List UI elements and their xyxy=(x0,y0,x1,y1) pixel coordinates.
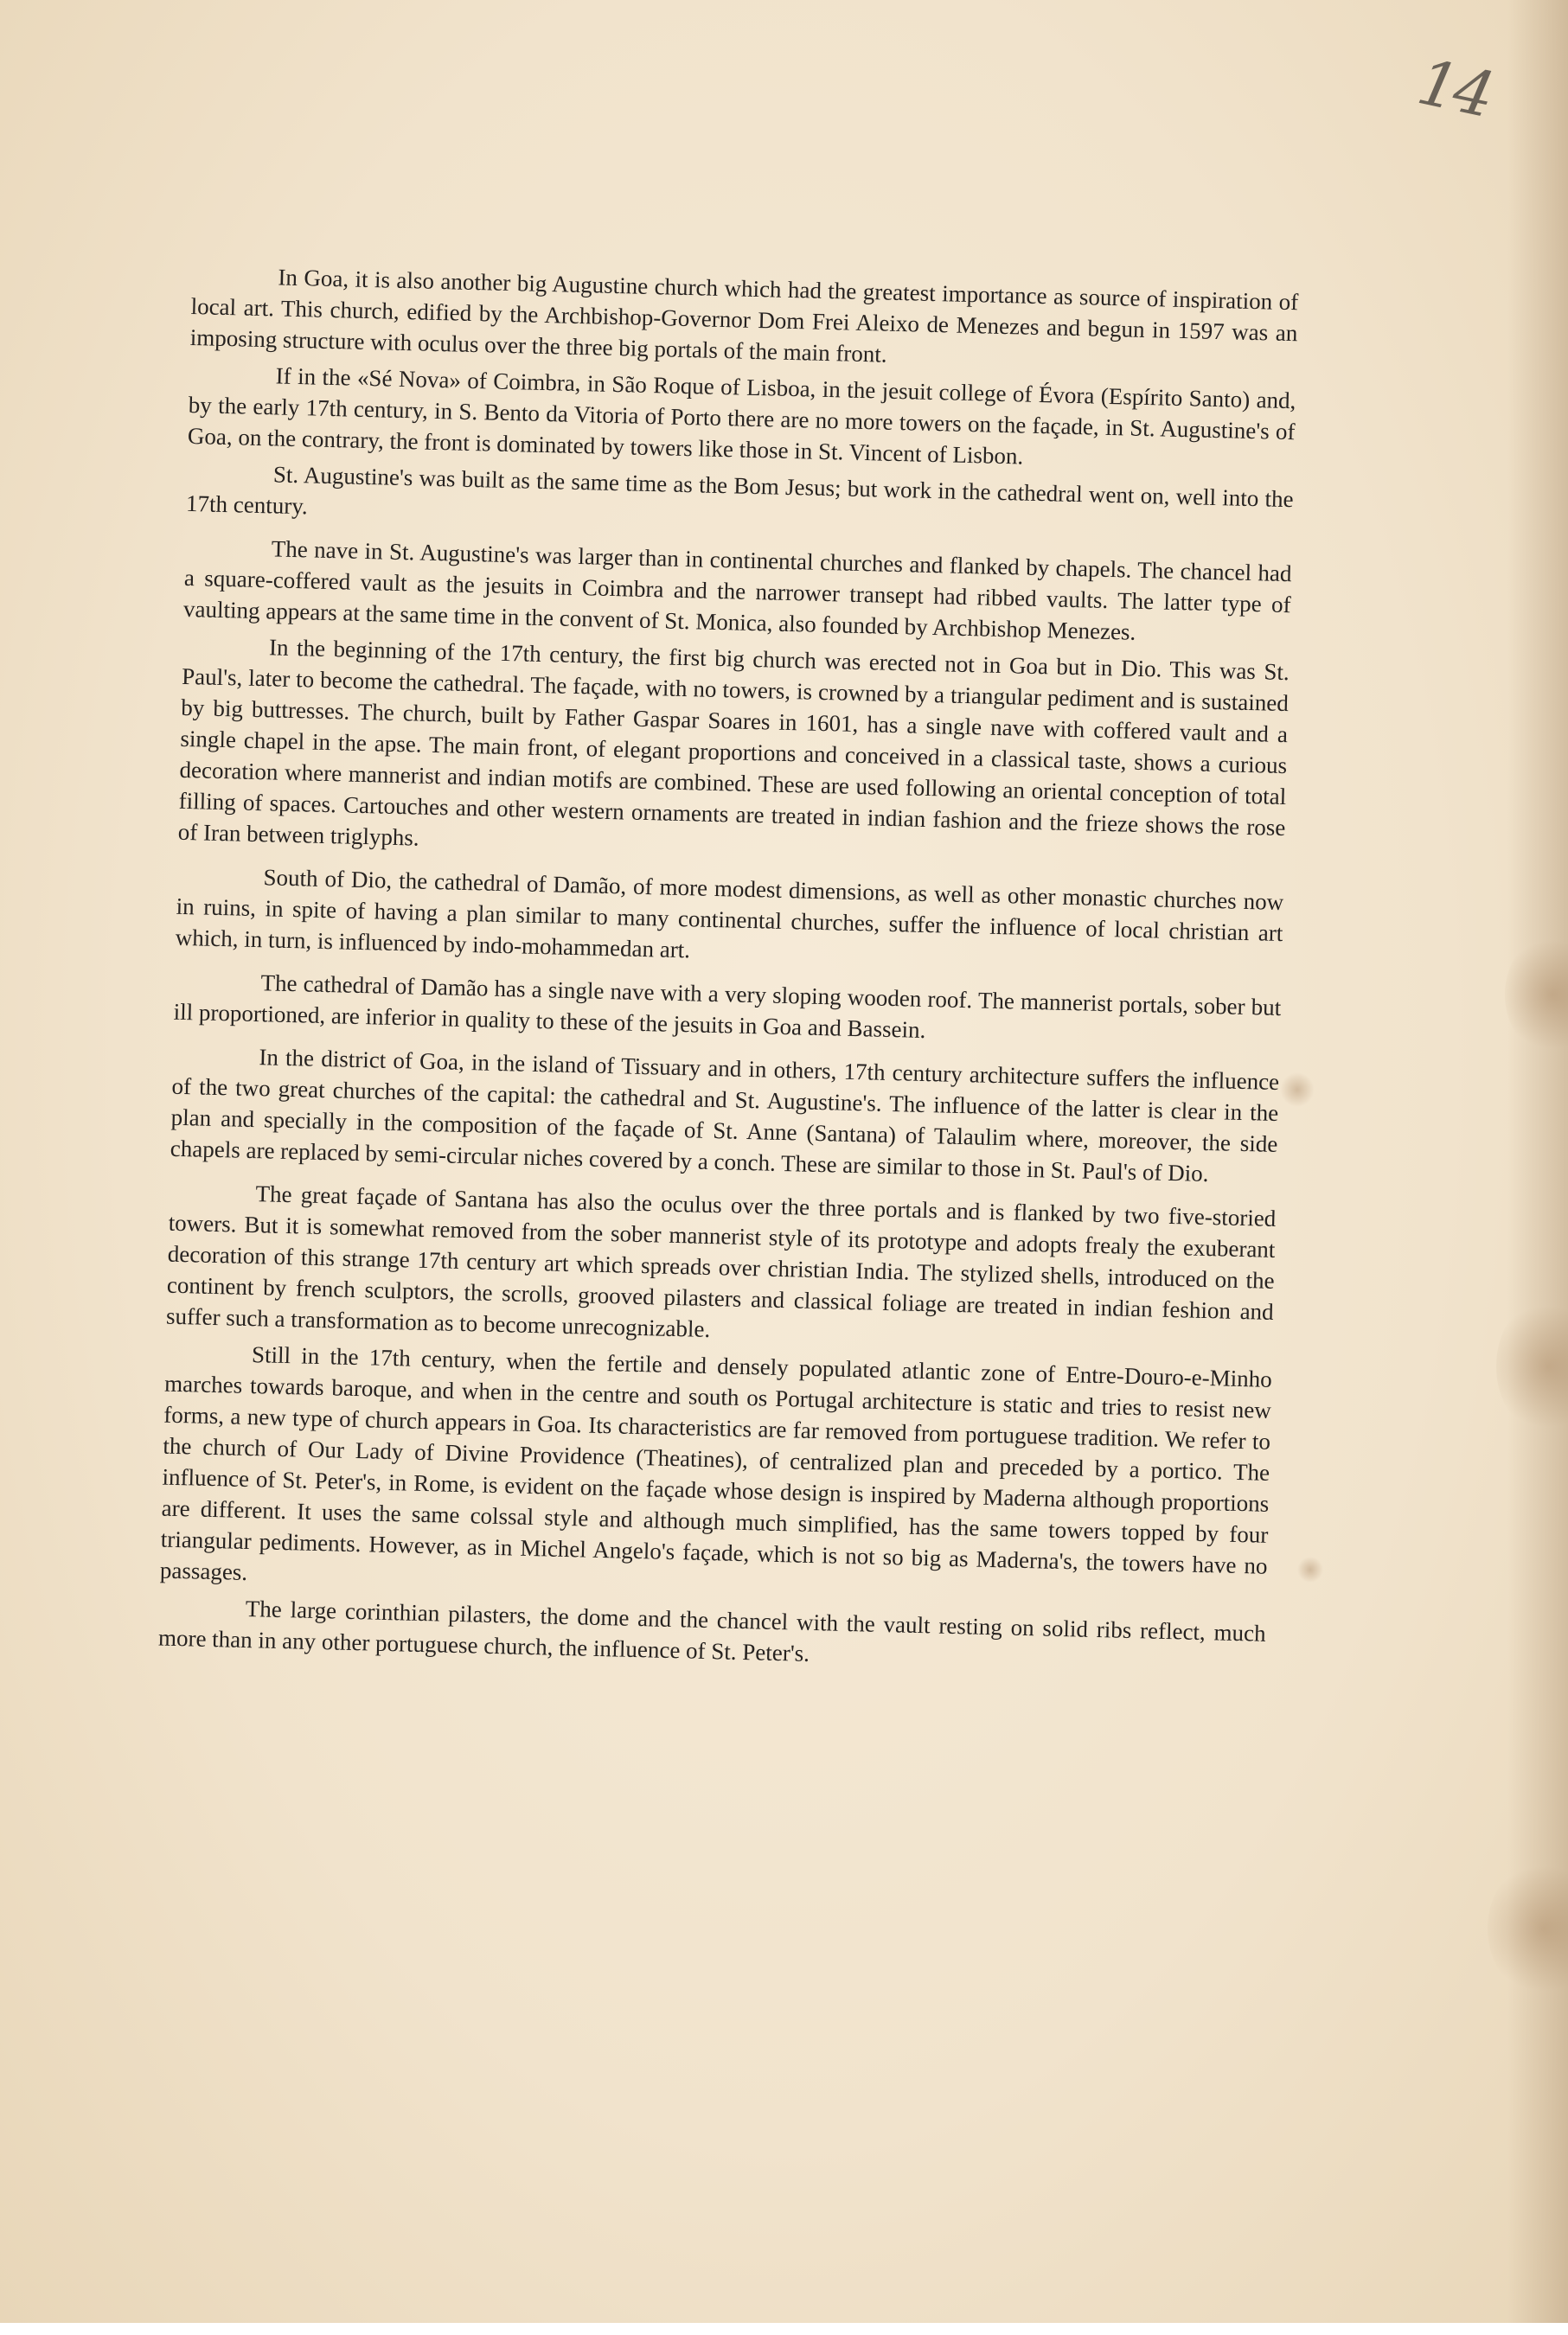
article-body xyxy=(157,259,1298,1686)
stain-mark xyxy=(1488,1859,1568,1998)
paragraph: The cathedral of Damão has a single nave with a very sloping wooden roof. The mannerist portals, sober but ill proportioned, are inferior in quality to these of the jesuits in Goa and Bassein. xyxy=(173,969,1282,1043)
stain-mark xyxy=(1297,1557,1323,1583)
stain-mark xyxy=(1280,1072,1315,1107)
paragraph: The large corinthian pilasters, the dome and the chancel with the vault resting on solid ribs reflect, much more than in any other portuguese church, the influence of St. Peter's. xyxy=(157,1595,1266,1666)
paragraph: In Goa, it is also another big Augustine church which had the greatest importance as source of inspiration of local art. This church, edified by the Archbishop-Governor Dom Frei Aleixo de Menezes and begun in 1597 was an imposing structure with oculus over the three big portals of the main front. xyxy=(189,264,1299,368)
scan-bottom-border xyxy=(0,2323,1568,2335)
paragraph: The nave in St. Augustine's was larger than in continental churches and flanked by chapels. The chancel had a square-coffered vault as the jesuits in Coimbra and the narrower transept had ribbed vaults. The latter type of vaulting appears at the same time in the convent of St. Monica, also founded by Archbishop Menezes. xyxy=(182,535,1292,645)
page-number: 14 xyxy=(1411,45,1498,131)
paragraph: St. Augustine's was built as the same time as the Bom Jesus; but work in the cathedral went on, well into the 17th century. xyxy=(185,461,1294,520)
paragraph: In the district of Goa, in the island of Tissuary and in others, 17th century architecture suffers the influence of the two great churches of the capital: the cathedral and St. Augustine's. The influence of the latter is clear in the plan and specially in the composition of the façade of St. Anne (Santana) of Talaulim where, moreover, the side chapels are replaced by semi-circular niches covered by a conch. These are similar to those in St. Paul's of Dio. xyxy=(170,1044,1280,1187)
paragraph: In the beginning of the 17th century, the first big church was erected not in Goa but in Dio. This was St. Paul's, later to become the cathedral. The façade, with no towers, is crowned by a triangular pediment and is sustained by big buttresses. The church, built by Father Gaspar Soares in 1601, has a single nave with coffered vault and a single chapel in the apse. The main front, of elegant proportions and conceived in a classical taste, shows a curious decoration where mannerist and indian motifs are combined. These are used following an oriental conception of total filling of spaces. Cartouches and other western ornaments are treated in indian fashion and the frieze shows the rose of Iran between triglyphs. xyxy=(177,634,1290,851)
paragraph: The great façade of Santana has also the oculus over the three portals and is flanked by two five-storied towers. But it is somewhat removed from the sober mannerist style of its prototype and adopts frealy the exuberant decoration of this strange 17th century art which spreads over christian India. The stylized shells, introduced on the continent by french sculptors, the scrolls, grooved pilasters and classical foliage are treated in indian feshion and suffer such a transformation as to become unrecognizable. xyxy=(165,1180,1277,1343)
paragraph: South of Dio, the cathedral of Damão, of more modest dimensions, as well as other monastic churches now in ruins, in spite of having a plan similar to many continental churches, suffer the influence of local christian art which, in turn, is influenced by indo-mohammedan art. xyxy=(175,864,1284,963)
paragraph: If in the «Sé Nova» of Coimbra, in São Roque of Lisboa, in the jesuit college of Évora (Espírito Santo) and, by the early 17th century, in S. Bento da Vitoria of Porto there are no more towers on the façade, in St. Augustine's of Goa, on the contrary, the front is dominated by towers like those in St. Vincent of Lisbon. xyxy=(187,362,1296,470)
paragraph: Still in the 17th century, when the fertile and densely populated atlantic zone of Entre-Douro-e-Minho marches towards baroque, and when in the centre and south os Portugal architecture is static and tries to resist new forms, a new type of church appears in Goa. Its characteristics are far removed from portuguese tradition. We refer to the church of Our Lady of Divine Providence (Theatines), of centralized plan and preceded by a portico. The influence of St. Peter's, in Rome, is evident on the façade whose design is inspired by Maderna although proportions are different. It uses the same colssal style and although much simplified, has the same towers topped by four triangular pediments. However, as in Michel Angelo's façade, which is not so big as Maderna's, the towers have no passages. xyxy=(159,1341,1273,1586)
